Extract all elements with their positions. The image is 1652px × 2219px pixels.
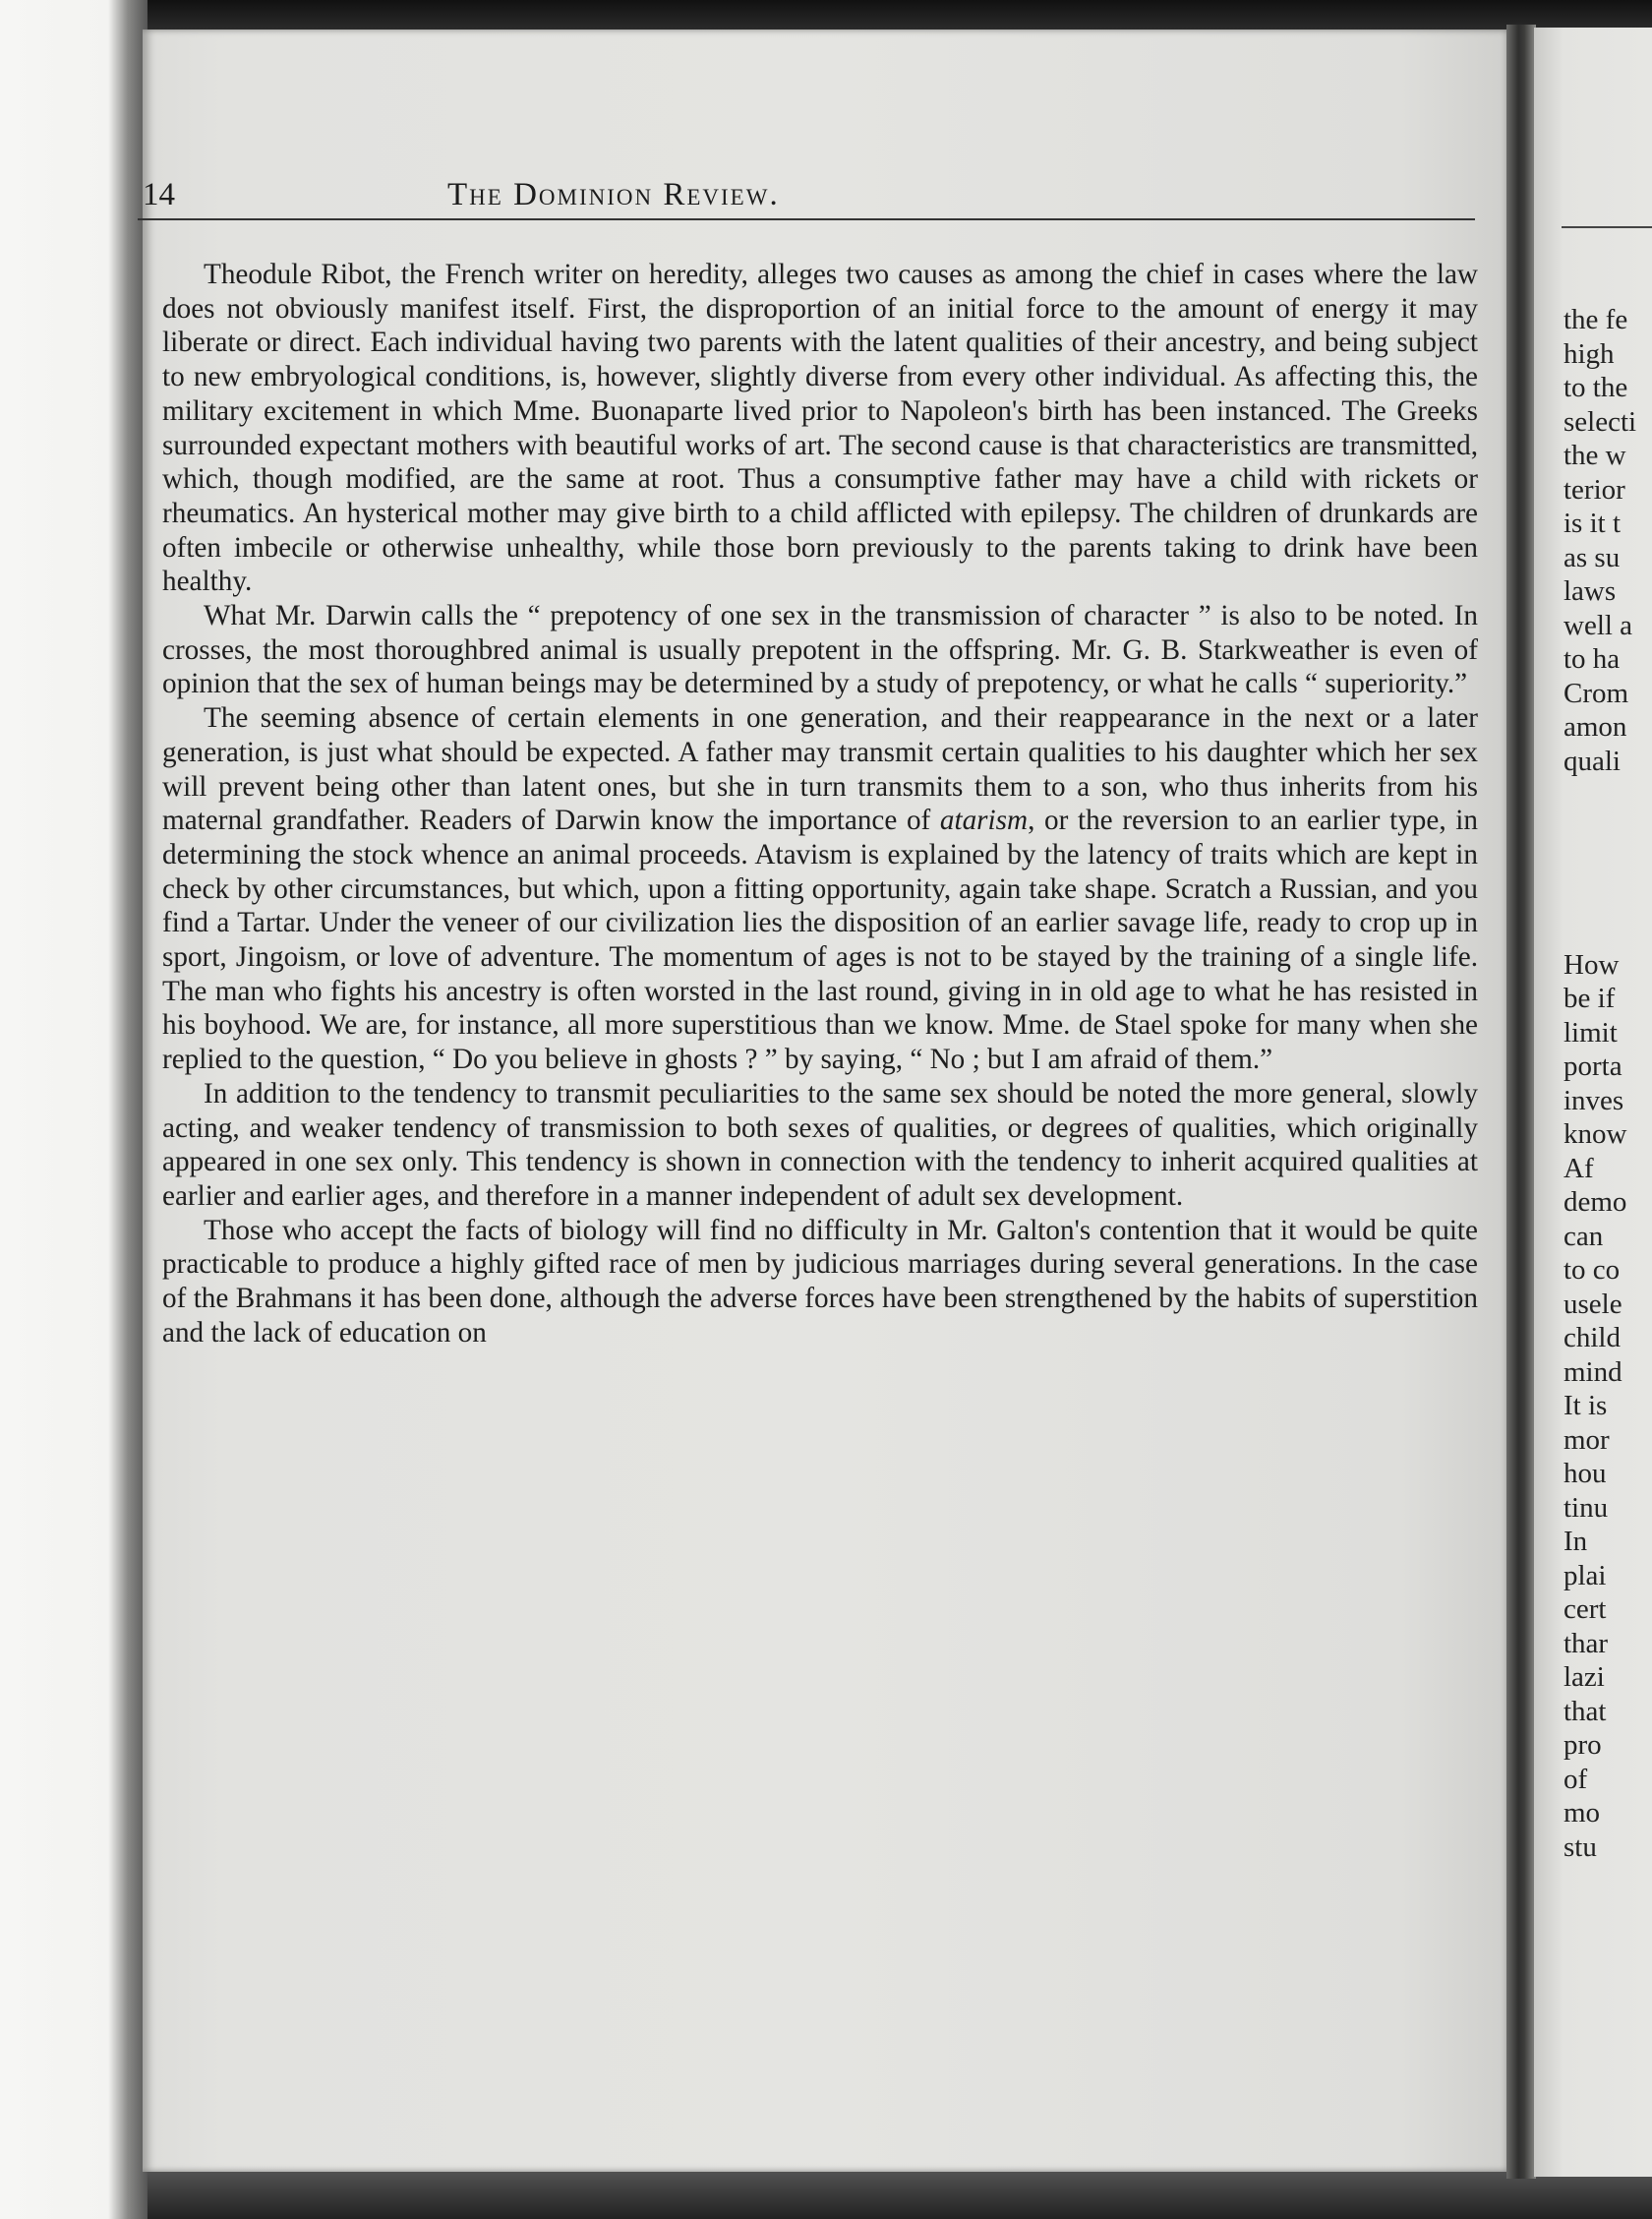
facing-page-line: limit bbox=[1564, 1016, 1618, 1049]
facing-page-line: hou bbox=[1564, 1458, 1607, 1489]
article-body bbox=[162, 258, 1478, 1350]
facing-page-line: cert bbox=[1564, 1593, 1607, 1625]
facing-page-line: to the bbox=[1564, 372, 1628, 403]
facing-page-line: stu bbox=[1564, 1830, 1597, 1863]
scan-background-bottom bbox=[0, 2169, 1652, 2219]
facing-page-line: to ha bbox=[1564, 643, 1621, 675]
facing-page-line: plai bbox=[1564, 1559, 1607, 1591]
facing-page-line: can bbox=[1564, 1220, 1604, 1252]
facing-page-line: to co bbox=[1564, 1254, 1621, 1286]
facing-page-line: thar bbox=[1564, 1627, 1609, 1659]
facing-page-line: is it t bbox=[1564, 508, 1622, 539]
book-gutter bbox=[1506, 25, 1536, 2179]
facing-page-line: mo bbox=[1564, 1797, 1601, 1829]
facing-page-line: lazi bbox=[1564, 1661, 1605, 1693]
scan-background-left bbox=[0, 0, 148, 2219]
facing-page-line: laws bbox=[1564, 575, 1617, 607]
paragraph: Those who accept the facts of biology will find no difficulty in Mr. Galton's contention that it would be quite practicable to produce a highly gifted race of men by judicious marriages during several generations. In the case of the Brahmans it has been done, although the adverse forces have been strengthened by the habits of superstition and the lack of education on bbox=[162, 1214, 1478, 1349]
facing-page-line: tinu bbox=[1564, 1491, 1609, 1524]
facing-page-edge bbox=[1534, 28, 1652, 2177]
facing-page-line: know bbox=[1564, 1118, 1627, 1150]
facing-page-line bbox=[1564, 914, 1636, 948]
facing-page-line: the w bbox=[1564, 440, 1626, 471]
facing-page-line: of bbox=[1564, 1763, 1588, 1795]
running-head: The Dominion Review. bbox=[447, 177, 780, 212]
facing-page-line: selecti bbox=[1564, 405, 1637, 438]
facing-page-line bbox=[1564, 880, 1636, 915]
facing-page-line: mor bbox=[1564, 1423, 1610, 1456]
facing-page-line: well a bbox=[1564, 609, 1633, 641]
facing-page-line: be if bbox=[1564, 983, 1616, 1014]
facing-page-line bbox=[1564, 812, 1636, 847]
facing-page-line: child bbox=[1564, 1322, 1621, 1353]
facing-page-line: mind bbox=[1564, 1355, 1622, 1388]
header-rule bbox=[138, 218, 1475, 220]
facing-page-line: porta bbox=[1564, 1050, 1622, 1082]
facing-page-line bbox=[1564, 778, 1636, 812]
facing-page-line: high bbox=[1564, 337, 1615, 370]
facing-page-line: the fe bbox=[1564, 304, 1628, 335]
facing-page-line: usele bbox=[1564, 1288, 1622, 1320]
facing-page-line: that bbox=[1564, 1695, 1607, 1727]
italic-term: atarism bbox=[939, 805, 1029, 837]
facing-page-line: Crom bbox=[1564, 677, 1629, 709]
facing-page-line: amon bbox=[1564, 711, 1627, 743]
paragraph: Theodule Ribot, the French writer on heredity, alleges two causes as among the chief in cases where the law does not obviously manifest itself. First, the disproportion of an initial force to the amount of energy it may liberate or direct. Each individual having two parents with the latent qualities of their ancestry, and being subject to new embryological conditions, is, however, slightly diverse from every other individual. As affecting this, the military excitement in which Mme. Buonaparte lived prior to Napoleon's birth has been instanced. The Greeks surrounded expectant mothers with beautiful works of art. The second cause is that characteristics are transmitted, which, though modified, are the same at root. Thus a consumptive father may have a child with rickets or rheumatics. An hysterical mother may give birth to a child afflicted with epilepsy. The children of drunkards are often imbecile or otherwise unhealthy, while those born previously to the parents taking to drink have been healthy. bbox=[162, 259, 1478, 598]
facing-page-text bbox=[1564, 303, 1636, 1864]
facing-page-line: Af bbox=[1564, 1152, 1594, 1184]
facing-page-rule bbox=[1562, 226, 1652, 228]
facing-page-line: as su bbox=[1564, 541, 1621, 573]
facing-page-line bbox=[1564, 846, 1636, 880]
facing-page-line: terior bbox=[1564, 473, 1625, 506]
facing-page-line: In bbox=[1564, 1526, 1588, 1557]
facing-page-line: pro bbox=[1564, 1729, 1602, 1761]
facing-page-line: How bbox=[1564, 948, 1620, 981]
page-number: 14 bbox=[143, 177, 175, 212]
paragraph: The seeming absence of certain elements in one generation, and their reappearance in the next or a later generation, is just what should be expected. A father may transmit certain qualities to his daughter which her sex will prevent being other than latent ones, but she in turn transmits them to a son, who thus inherits from his maternal grandfather. Readers of Darwin know the importance of atarism, or the reversion to an earlier type, in determining the stock whence an animal proceeds. Atavism is explained by the latency of traits which are kept in check by other circumstances, but which, upon a fitting opportunity, again take shape. Scratch a Russian, and you find a Tartar. Under the veneer of our civilization lies the disposition of an earlier savage life, ready to crop up in sport, Jingoism, or love of adventure. The momentum of ages is not to be stayed by the training of a single life. The man who fights his ancestry is often worsted in the last round, giving in in old age to what he has resisted in his boyhood. We are, for instance, all more superstitious than we know. Mme. de Stael spoke for many when she replied to the question, “ Do you believe in ghosts ? ” by saying, “ No ; but I am afraid of them.” bbox=[162, 702, 1478, 1076]
facing-page-line: quali bbox=[1564, 745, 1621, 777]
facing-page-line: inves bbox=[1564, 1084, 1624, 1116]
paragraph: In addition to the tendency to transmit peculiarities to the same sex should be noted the more general, slowly acting, and weaker tendency of transmission to both sexes of qualities, or degrees of qualities, which originally appeared in one sex only. This tendency is shown in connection with the tendency to inherit acquired qualities at earlier and earlier ages, and therefore in a manner independent of adult sex development. bbox=[162, 1077, 1478, 1212]
facing-page-line: It is bbox=[1564, 1390, 1608, 1421]
facing-page-line: demo bbox=[1564, 1186, 1627, 1218]
paragraph: What Mr. Darwin calls the “ prepotency of one sex in the transmission of character ” is also to be noted. In crosses, the most thoroughbred animal is usually prepotent in the offspring. Mr. G. B. Starkweather is even of opinion that the sex of human beings may be determined by a study of prepotency, or what he calls “ superiority.” bbox=[162, 600, 1478, 700]
